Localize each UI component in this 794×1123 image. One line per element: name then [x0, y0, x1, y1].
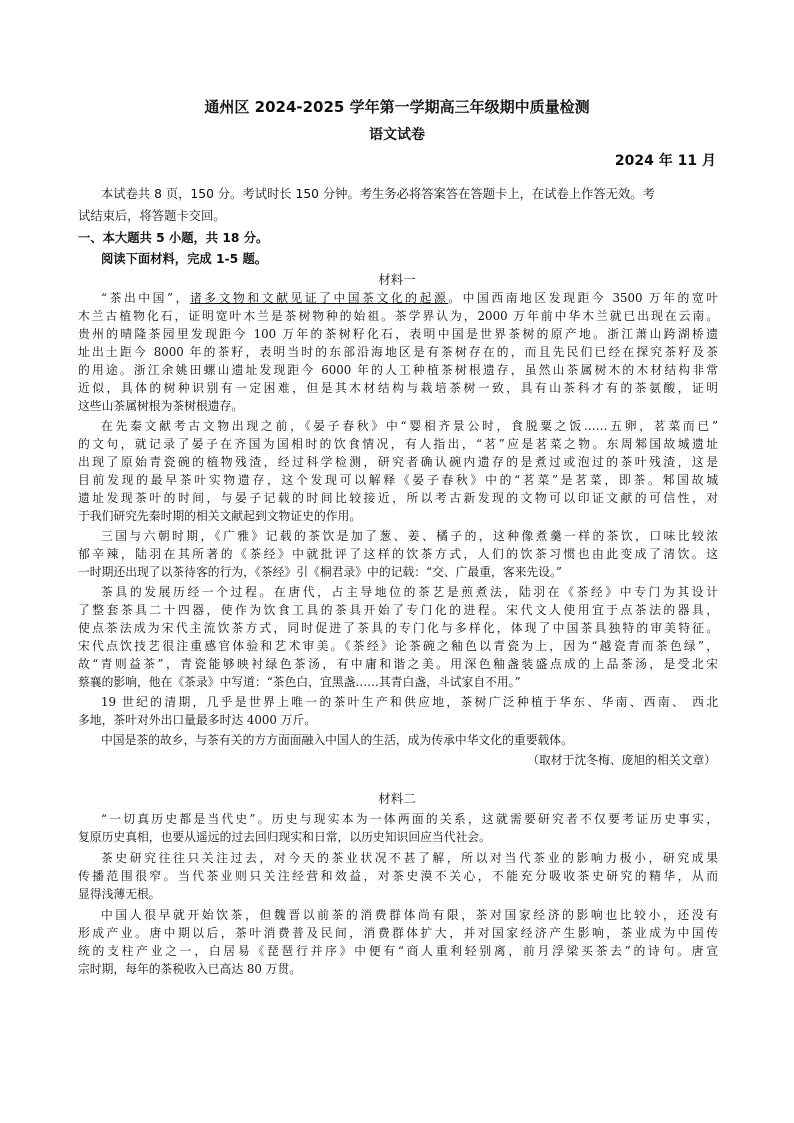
material-one-title: 材料一: [378, 272, 416, 287]
m1-p4-line: 蔡襄的影响，他在《茶录》中写道：“茶色白，宜黑盏……其青白盏，斗试家自不用。”: [78, 675, 521, 689]
m1-p1-line: 木兰古植物化石，证明宽叶木兰是茶树物种的始祖。茶学界认为，2000 万年前中华木兰就已出现在云南。: [78, 309, 718, 323]
m2-p2-line: 茶史研究往往只关注过去，对今天的茶业状况不甚了解，所以对当代茶业的影响力极小，研究成果: [101, 851, 718, 865]
m2-p3-line: 统的支柱产业之一，白居易《琵琶行并序》中便有“商人重利轻别离，前月浮梁买茶去”的诗句。唐宣: [78, 944, 718, 958]
material-two-title: 材料二: [378, 791, 416, 806]
instruction-line-1: 本试卷共 8 页，150 分。考试时长 150 分钟。考生务必将答案答在答题卡上，在试卷上作答无效。考: [101, 187, 655, 201]
m1-p1-line: 的用途。浙江余姚田螺山遗址发现距今 6000 年的人工种植茶树根遗存，虽然山茶属树木的木材结构非常: [78, 363, 718, 377]
m1-p3-line: 三国与六朝时期，《广雅》记载的茶饮是加了葱、姜、橘子的，这种像煮羹一样的茶饮，口味比较浓: [101, 529, 718, 543]
m2-p2-line: 传播范围很窄。当代茶业则只关注经营和效益，对茶史漠不关心，不能充分吸收茶史研究的精华，从而: [78, 869, 718, 883]
m2-p3-line: 中国人很早就开始饮茶，但魏晋以前茶的消费群体尚有限，茶对国家经济的影响也比较小，还没有: [101, 908, 718, 922]
m1-p2-line: 目前发现的最早茶叶实物遗存，这个发现可以解释《晏子春秋》中的“茗菜”是茗菜，即茶。邾国故城: [78, 473, 718, 487]
m1-p2-line: 于我们研究先秦时期的相关文献起到文物证史的作用。: [78, 509, 362, 523]
m1-p1-line: 贵州的晴隆茶园里发现距今 100 万年的茶树籽化石，表明中国是世界茶树的原产地。浙江萧山跨湖桥遗: [78, 327, 718, 341]
m1-p2-line: 遗址发现茶叶的时间，与晏子记载的时间比较接近，所以考古新发现的文物可以印证文献的可信性，对: [78, 491, 718, 505]
underlined-phrase: 诸多文物和文献见证了中国茶文化的起源: [189, 291, 449, 305]
m1-p3-line: 一时期还出现了以茶待客的行为，《茶经》引《桐君录》中的记载：“交、广最重，客来先设。”: [78, 565, 562, 579]
m1-p2-line: 的文句，就记录了晏子在齐国为国相时的饮食情况，有人指出，“茗”应是茗菜之物。东周邾国故城遗址: [78, 437, 718, 451]
m1-p2-line: 出现了原始青瓷碗的植物残渣，经过科学检测，研究者确认碗内遗存的是煮过或泡过的茶叶残渣，这是: [78, 455, 718, 469]
m2-p3-line: 形成产业。唐中期以后，茶叶消费普及民间，消费群体扩大，并对国家经济产生影响，茶业成为中国传: [78, 926, 718, 940]
m1-p5-line: 19 世纪的清期，几乎是世界上唯一的茶叶生产和供应地，茶树广泛种植于华东、华南、西南、 西北: [101, 695, 718, 709]
instruction-line-2: 试结束后，将答题卡交回。: [78, 209, 226, 223]
m1-p2-line: 在先秦文献考古文物出现之前，《晏子春秋》中“婴相齐景公时，食脱粟之饭……五卵，茗菜而已”: [101, 419, 718, 433]
exam-title: 通州区 2024-2025 学年第一学期高三年级期中质量检测: [204, 98, 590, 116]
m1-p4-line: 宋代点饮技艺很注重感官体验和艺术审美。《茶经》论茶碗之釉色以青瓷为上，因为“越瓷青而茶色绿”，: [78, 639, 718, 653]
m1-p4-line: 使点茶法成为宋代主流饮茶方式，同时促进了茶具的专门化与多样化，体现了中国茶具独特的审美特征。: [78, 621, 718, 635]
m1-p1-line: “茶出中国”，诸多文物和文献见证了中国茶文化的起源。中国西南地区发现距今 3500 万年的宽叶: [101, 291, 718, 305]
m1-p4-line: 茶具的发展历经一个过程。在唐代，占主导地位的茶艺是煎煮法，陆羽在《茶经》中专门为其设计: [101, 585, 718, 599]
m1-p4-line: 故“青则益茶”，青瓷能够映衬绿色茶汤，有中庸和谐之美。用深色釉盏装盛点成的上品茶汤，是受北宋: [78, 657, 718, 671]
m2-p3-line: 宗时期，每年的茶税收入已高达 80 万贯。: [78, 962, 302, 976]
section-prompt: 阅读下面材料，完成 1-5 题。: [101, 252, 268, 266]
m1-p3-line: 郁辛辣，陆羽在其所著的《茶经》中就批评了这样的饮茶方式，人们的饮茶习惯也由此变成了清饮。这: [78, 547, 718, 561]
m2-p2-line: 显得浅薄无根。: [78, 887, 161, 901]
m1-p1-line: 址出土距今 8000 年的茶籽，表明当时的东部沿海地区是有茶树存在的，而且先民们已经在探究茶籽及茶: [78, 345, 718, 359]
material-one-source: （取材于沈冬梅、庞旭的相关文章）: [527, 753, 716, 767]
exam-subtitle: 语文试卷: [369, 127, 425, 143]
section-heading: 一、本大题共 5 小题，共 18 分。: [78, 231, 269, 245]
m2-p1-line: “一切真历史都是当代史”。历史与现实本为一体两面的关系，这就需要研究者不仅要考证历史事实，: [101, 812, 718, 826]
m1-p5-line: 多地，茶叶对外出口量最多时达 4000 万斤。: [78, 713, 317, 727]
m1-p1-line: 近似，具体的树种识别有一定困难，但是其木材结构与栽培茶树一致，具有山茶科才有的茶氨酸，证明: [78, 381, 718, 395]
m1-p4-line: 了整套茶具二十四器，使作为饮食工具的茶具开始了专门化的进程。宋代文人使用宜于点茶法的器具，: [78, 603, 718, 617]
m2-p1-line: 复原历史真相，也要从遥远的过去回归现实和日常，以历史知识回应当代社会。: [78, 830, 491, 844]
m1-p6-line: 中国是茶的故乡，与茶有关的方方面面融入中国人的生活，成为传承中华文化的重要载体。: [101, 733, 573, 747]
exam-date: 2024 年 11 月: [614, 153, 716, 169]
m1-p1-line: 这些山茶属树根为茶树根遗存。: [78, 399, 244, 413]
